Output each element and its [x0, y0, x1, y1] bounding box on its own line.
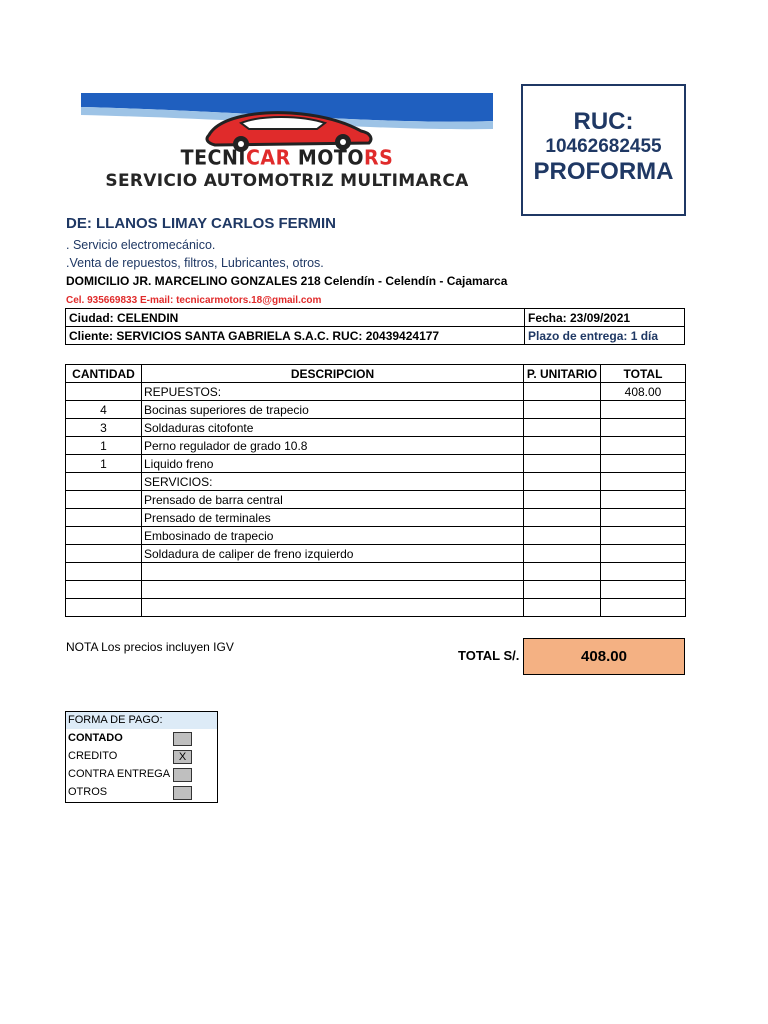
header-total: TOTAL — [601, 365, 686, 383]
payment-option — [66, 765, 217, 783]
cell-unit-price — [524, 473, 601, 491]
date-cell: Fecha: 23/09/2021 — [525, 309, 685, 327]
cell-quantity — [66, 563, 142, 581]
cell-unit-price — [524, 419, 601, 437]
cell-unit-price — [524, 509, 601, 527]
payment-checkbox[interactable] — [173, 786, 192, 800]
service-line-1: . Servicio electromecánico. — [66, 238, 216, 252]
cell-total — [601, 491, 686, 509]
header-description: DESCRIPCION — [142, 365, 524, 383]
payment-option — [66, 729, 217, 747]
cell-total — [601, 455, 686, 473]
info-row — [66, 327, 685, 345]
payment-method-box — [65, 711, 218, 803]
ruc-number: 10462682455 — [545, 136, 662, 157]
table-row — [66, 581, 686, 599]
payment-option-label: CONTADO — [68, 732, 123, 744]
table-row — [66, 545, 686, 563]
cell-unit-price — [524, 581, 601, 599]
city-cell: Ciudad: CELENDIN — [66, 309, 525, 327]
cell-unit-price — [524, 491, 601, 509]
payment-title: FORMA DE PAGO: — [66, 712, 217, 729]
payment-option — [66, 747, 217, 765]
table-row — [66, 599, 686, 617]
payment-option-label: OTROS — [68, 786, 108, 798]
delivery-cell: Plazo de entrega: 1 día — [525, 327, 685, 345]
cell-unit-price — [524, 599, 601, 617]
payment-option-label: CREDITO — [68, 750, 118, 762]
items-table — [65, 364, 686, 617]
document-type: PROFORMA — [533, 158, 674, 185]
table-row — [66, 401, 686, 419]
cell-description: Perno regulador de grado 10.8 — [142, 437, 524, 455]
payment-checkbox[interactable]: X — [173, 750, 192, 764]
cell-description: Liquido freno — [142, 455, 524, 473]
header-quantity: CANTIDAD — [66, 365, 142, 383]
cell-description — [142, 599, 524, 617]
cell-quantity: 3 — [66, 419, 142, 437]
cell-total: 408.00 — [601, 383, 686, 401]
cell-total — [601, 581, 686, 599]
table-row — [66, 527, 686, 545]
cell-quantity — [66, 599, 142, 617]
cell-total — [601, 437, 686, 455]
client-cell: Cliente: SERVICIOS SANTA GABRIELA S.A.C. RUC: 20439424177 — [66, 327, 525, 345]
total-label: TOTAL S/. — [458, 648, 520, 663]
cell-unit-price — [524, 437, 601, 455]
header-unit-price: P. UNITARIO — [524, 365, 601, 383]
cell-quantity — [66, 473, 142, 491]
cell-description — [142, 581, 524, 599]
ruc-box — [521, 84, 686, 216]
payment-option — [66, 783, 217, 801]
brand-part: CAR — [245, 146, 291, 170]
cell-total — [601, 419, 686, 437]
total-value: 408.00 — [523, 638, 685, 675]
cell-quantity: 1 — [66, 437, 142, 455]
table-row — [66, 491, 686, 509]
ruc-label: RUC: — [573, 108, 634, 135]
cell-unit-price — [524, 527, 601, 545]
cell-unit-price — [524, 455, 601, 473]
cell-description: SERVICIOS: — [142, 473, 524, 491]
info-table — [65, 308, 685, 345]
cell-unit-price — [524, 383, 601, 401]
cell-description: Prensado de barra central — [142, 491, 524, 509]
payment-checkbox[interactable] — [173, 768, 192, 782]
payment-option-label: CONTRA ENTREGA — [68, 768, 171, 780]
cell-total — [601, 563, 686, 581]
cell-quantity — [66, 383, 142, 401]
service-line-2: .Venta de repuestos, filtros, Lubricantes, otros. — [66, 256, 324, 270]
table-row — [66, 473, 686, 491]
cell-total — [601, 509, 686, 527]
cell-quantity — [66, 581, 142, 599]
brand-part: MOTO — [290, 146, 365, 170]
brand-part: RS — [364, 146, 394, 170]
issuer-address: DOMICILIO JR. MARCELINO GONZALES 218 Celendín - Celendín - Cajamarca — [66, 274, 508, 288]
brand-tagline: SERVICIO AUTOMOTRIZ MULTIMARCA — [105, 171, 469, 191]
cell-quantity — [66, 527, 142, 545]
table-row — [66, 419, 686, 437]
price-note: NOTA Los precios incluyen IGV — [66, 640, 234, 654]
table-row — [66, 455, 686, 473]
cell-description: Soldadura de caliper de freno izquierdo — [142, 545, 524, 563]
cell-quantity — [66, 509, 142, 527]
cell-description — [142, 563, 524, 581]
cell-quantity — [66, 545, 142, 563]
cell-description: Soldaduras citofonte — [142, 419, 524, 437]
cell-total — [601, 527, 686, 545]
table-row — [66, 509, 686, 527]
table-row — [66, 563, 686, 581]
cell-total — [601, 599, 686, 617]
cell-unit-price — [524, 545, 601, 563]
cell-description: REPUESTOS: — [142, 383, 524, 401]
cell-quantity — [66, 491, 142, 509]
table-row — [66, 383, 686, 401]
table-row — [66, 437, 686, 455]
cell-unit-price — [524, 401, 601, 419]
issuer-name: DE: LLANOS LIMAY CARLOS FERMIN — [66, 215, 337, 232]
cell-unit-price — [524, 563, 601, 581]
cell-description: Embosinado de trapecio — [142, 527, 524, 545]
brand-part: TECNI — [180, 146, 246, 170]
cell-description: Prensado de terminales — [142, 509, 524, 527]
cell-description: Bocinas superiores de trapecio — [142, 401, 524, 419]
cell-total — [601, 473, 686, 491]
cell-quantity: 1 — [66, 455, 142, 473]
payment-checkbox[interactable] — [173, 732, 192, 746]
cell-total — [601, 401, 686, 419]
info-row — [66, 309, 685, 327]
company-logo — [81, 91, 493, 192]
brand-name — [81, 146, 493, 170]
issuer-contact: Cel. 935669833 E-mail: tecnicarmotors.18@gmail.com — [66, 295, 322, 306]
cell-quantity: 4 — [66, 401, 142, 419]
items-header-row — [66, 365, 686, 383]
cell-total — [601, 545, 686, 563]
